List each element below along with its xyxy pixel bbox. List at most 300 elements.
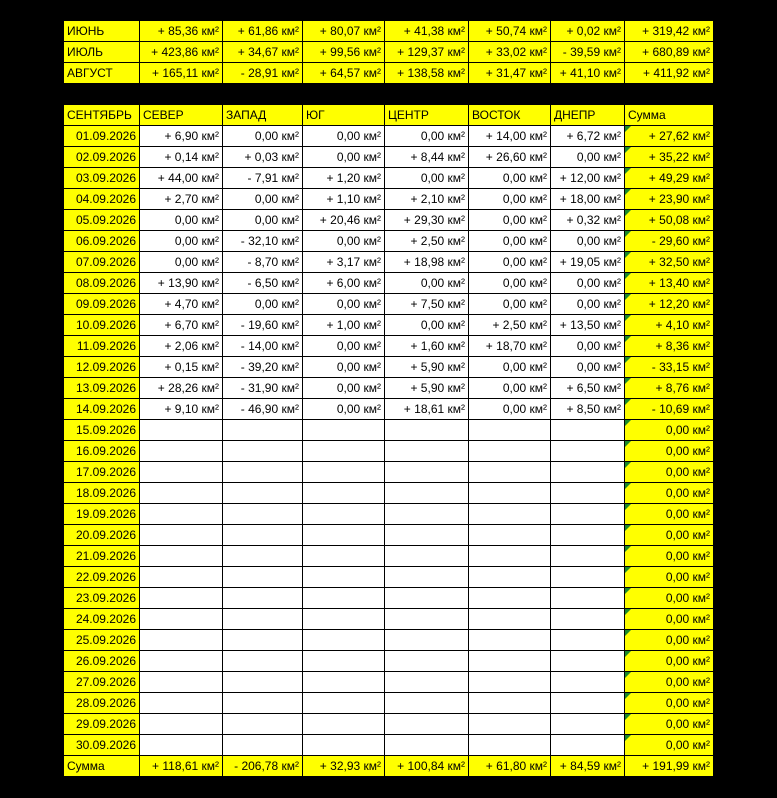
value-cell[interactable]: 0,00 км² xyxy=(469,189,551,210)
value-cell[interactable] xyxy=(303,504,385,525)
value-cell[interactable] xyxy=(385,483,469,504)
header-yug[interactable]: ЮГ xyxy=(303,105,385,126)
value-cell[interactable]: - 39,20 км² xyxy=(223,357,303,378)
summary-cell[interactable]: + 0,02 км² xyxy=(551,21,625,42)
value-cell[interactable] xyxy=(469,462,551,483)
value-cell[interactable]: 0,00 км² xyxy=(385,168,469,189)
value-cell[interactable] xyxy=(303,630,385,651)
value-cell[interactable] xyxy=(469,504,551,525)
summary-cell[interactable]: + 34,67 км² xyxy=(223,42,303,63)
value-cell[interactable]: + 6,50 км² xyxy=(551,378,625,399)
sum-cell[interactable]: - 10,69 км² xyxy=(625,399,714,420)
summary-cell[interactable]: + 80,07 км² xyxy=(303,21,385,42)
date-cell[interactable]: 06.09.2026 xyxy=(64,231,140,252)
value-cell[interactable]: 0,00 км² xyxy=(385,315,469,336)
day-row xyxy=(64,357,714,378)
value-cell[interactable]: 0,00 км² xyxy=(303,231,385,252)
date-cell[interactable]: 19.09.2026 xyxy=(64,504,140,525)
value-cell[interactable]: + 9,10 км² xyxy=(140,399,223,420)
summary-month-label[interactable]: ИЮНЬ xyxy=(64,21,140,42)
value-cell[interactable] xyxy=(551,525,625,546)
date-cell[interactable]: 16.09.2026 xyxy=(64,441,140,462)
total-row xyxy=(64,756,714,777)
date-cell[interactable]: 28.09.2026 xyxy=(64,693,140,714)
total-cell[interactable]: + 100,84 км² xyxy=(385,756,469,777)
date-cell[interactable]: 03.09.2026 xyxy=(64,168,140,189)
value-cell[interactable]: + 1,00 км² xyxy=(303,315,385,336)
date-cell[interactable]: 30.09.2026 xyxy=(64,735,140,756)
value-cell[interactable] xyxy=(303,441,385,462)
day-row xyxy=(64,693,714,714)
value-cell[interactable] xyxy=(303,693,385,714)
value-cell[interactable] xyxy=(551,693,625,714)
value-cell[interactable]: 0,00 км² xyxy=(551,231,625,252)
value-cell[interactable]: + 29,30 км² xyxy=(385,210,469,231)
value-cell[interactable]: 0,00 км² xyxy=(469,273,551,294)
value-cell[interactable] xyxy=(303,588,385,609)
value-cell[interactable]: + 2,70 км² xyxy=(140,189,223,210)
value-cell[interactable]: + 18,00 км² xyxy=(551,189,625,210)
value-cell[interactable] xyxy=(223,546,303,567)
value-cell[interactable] xyxy=(303,609,385,630)
sum-cell[interactable]: 0,00 км² xyxy=(625,588,714,609)
date-cell[interactable]: 08.09.2026 xyxy=(64,273,140,294)
day-row xyxy=(64,294,714,315)
summary-month-label[interactable]: АВГУСТ xyxy=(64,63,140,84)
summary-row xyxy=(64,42,714,63)
value-cell[interactable] xyxy=(303,672,385,693)
value-cell[interactable]: + 5,90 км² xyxy=(385,357,469,378)
value-cell[interactable]: + 0,15 км² xyxy=(140,357,223,378)
value-cell[interactable] xyxy=(469,525,551,546)
value-cell[interactable] xyxy=(385,672,469,693)
value-cell[interactable]: + 6,72 км² xyxy=(551,126,625,147)
value-cell[interactable]: 0,00 км² xyxy=(551,336,625,357)
summary-cell[interactable]: + 165,11 км² xyxy=(140,63,223,84)
sum-cell[interactable]: + 35,22 км² xyxy=(625,147,714,168)
sum-cell[interactable]: 0,00 км² xyxy=(625,567,714,588)
value-cell[interactable] xyxy=(223,651,303,672)
total-cell[interactable]: - 206,78 км² xyxy=(223,756,303,777)
value-cell[interactable]: - 8,70 км² xyxy=(223,252,303,273)
value-cell[interactable]: + 7,50 км² xyxy=(385,294,469,315)
day-row xyxy=(64,336,714,357)
value-cell[interactable] xyxy=(385,693,469,714)
value-cell[interactable]: 0,00 км² xyxy=(385,126,469,147)
value-cell[interactable]: - 19,60 км² xyxy=(223,315,303,336)
value-cell[interactable] xyxy=(223,567,303,588)
sum-cell[interactable]: 0,00 км² xyxy=(625,483,714,504)
value-cell[interactable]: + 1,60 км² xyxy=(385,336,469,357)
value-cell[interactable]: + 18,98 км² xyxy=(385,252,469,273)
day-row xyxy=(64,504,714,525)
value-cell[interactable]: 0,00 км² xyxy=(469,252,551,273)
value-cell[interactable]: + 6,00 км² xyxy=(303,273,385,294)
value-cell[interactable]: + 0,03 км² xyxy=(223,147,303,168)
value-cell[interactable] xyxy=(223,462,303,483)
value-cell[interactable]: + 8,44 км² xyxy=(385,147,469,168)
value-cell[interactable]: 0,00 км² xyxy=(223,210,303,231)
value-cell[interactable] xyxy=(385,714,469,735)
value-cell[interactable]: 0,00 км² xyxy=(140,231,223,252)
value-cell[interactable]: + 26,60 км² xyxy=(469,147,551,168)
value-cell[interactable] xyxy=(385,525,469,546)
date-cell[interactable]: 29.09.2026 xyxy=(64,714,140,735)
summary-cell[interactable]: + 50,74 км² xyxy=(469,21,551,42)
value-cell[interactable]: 0,00 км² xyxy=(303,294,385,315)
sum-cell[interactable]: - 33,15 км² xyxy=(625,357,714,378)
value-cell[interactable]: + 0,14 км² xyxy=(140,147,223,168)
value-cell[interactable]: + 13,50 км² xyxy=(551,315,625,336)
date-cell[interactable]: 26.09.2026 xyxy=(64,651,140,672)
value-cell[interactable] xyxy=(551,504,625,525)
value-cell[interactable] xyxy=(223,504,303,525)
value-cell[interactable] xyxy=(469,420,551,441)
value-cell[interactable] xyxy=(303,651,385,672)
value-cell[interactable] xyxy=(140,504,223,525)
sum-cell[interactable]: + 50,08 км² xyxy=(625,210,714,231)
value-cell[interactable] xyxy=(303,546,385,567)
summary-cell[interactable]: + 138,58 км² xyxy=(385,63,469,84)
summary-cell[interactable]: - 28,91 км² xyxy=(223,63,303,84)
value-cell[interactable] xyxy=(469,693,551,714)
value-cell[interactable]: 0,00 км² xyxy=(303,357,385,378)
date-cell[interactable]: 21.09.2026 xyxy=(64,546,140,567)
value-cell[interactable]: - 31,90 км² xyxy=(223,378,303,399)
sum-cell[interactable]: 0,00 км² xyxy=(625,693,714,714)
day-row xyxy=(64,147,714,168)
sum-cell[interactable]: + 13,40 км² xyxy=(625,273,714,294)
value-cell[interactable] xyxy=(551,651,625,672)
date-cell[interactable]: 18.09.2026 xyxy=(64,483,140,504)
value-cell[interactable]: + 14,00 км² xyxy=(469,126,551,147)
value-cell[interactable] xyxy=(551,609,625,630)
value-cell[interactable] xyxy=(140,441,223,462)
header-vostok[interactable]: ВОСТОК xyxy=(469,105,551,126)
value-cell[interactable] xyxy=(223,609,303,630)
value-cell[interactable]: + 13,90 км² xyxy=(140,273,223,294)
value-cell[interactable]: + 8,50 км² xyxy=(551,399,625,420)
value-cell[interactable] xyxy=(223,693,303,714)
value-cell[interactable]: 0,00 км² xyxy=(551,147,625,168)
date-cell[interactable]: 24.09.2026 xyxy=(64,609,140,630)
value-cell[interactable]: + 1,10 км² xyxy=(303,189,385,210)
value-cell[interactable] xyxy=(551,735,625,756)
value-cell[interactable]: 0,00 км² xyxy=(551,294,625,315)
value-cell[interactable] xyxy=(140,630,223,651)
value-cell[interactable] xyxy=(469,588,551,609)
date-cell[interactable]: 15.09.2026 xyxy=(64,420,140,441)
day-row xyxy=(64,315,714,336)
value-cell[interactable] xyxy=(385,462,469,483)
value-cell[interactable] xyxy=(303,735,385,756)
value-cell[interactable] xyxy=(223,483,303,504)
summary-cell[interactable]: + 41,10 км² xyxy=(551,63,625,84)
value-cell[interactable] xyxy=(551,672,625,693)
value-cell[interactable] xyxy=(223,735,303,756)
value-cell[interactable]: + 0,32 км² xyxy=(551,210,625,231)
value-cell[interactable]: + 2,10 км² xyxy=(385,189,469,210)
header-dnepr[interactable]: ДНЕПР xyxy=(551,105,625,126)
value-cell[interactable] xyxy=(469,483,551,504)
value-cell[interactable]: 0,00 км² xyxy=(140,252,223,273)
value-cell[interactable]: + 12,00 км² xyxy=(551,168,625,189)
total-cell[interactable]: + 61,80 км² xyxy=(469,756,551,777)
value-cell[interactable] xyxy=(469,630,551,651)
day-row xyxy=(64,252,714,273)
summary-month-label[interactable]: ИЮЛЬ xyxy=(64,42,140,63)
value-cell[interactable] xyxy=(303,420,385,441)
value-cell[interactable]: + 6,70 км² xyxy=(140,315,223,336)
summary-cell[interactable]: + 85,36 км² xyxy=(140,21,223,42)
date-cell[interactable]: 11.09.2026 xyxy=(64,336,140,357)
day-row xyxy=(64,168,714,189)
summary-cell[interactable]: + 129,37 км² xyxy=(385,42,469,63)
sum-cell[interactable]: 0,00 км² xyxy=(625,462,714,483)
value-cell[interactable] xyxy=(223,630,303,651)
value-cell[interactable] xyxy=(385,651,469,672)
day-row xyxy=(64,714,714,735)
value-cell[interactable] xyxy=(223,714,303,735)
value-cell[interactable] xyxy=(140,546,223,567)
date-cell[interactable]: 17.09.2026 xyxy=(64,462,140,483)
value-cell[interactable] xyxy=(223,672,303,693)
summary-cell[interactable]: + 423,86 км² xyxy=(140,42,223,63)
value-cell[interactable] xyxy=(385,546,469,567)
value-cell[interactable]: + 18,70 км² xyxy=(469,336,551,357)
value-cell[interactable]: - 14,00 км² xyxy=(223,336,303,357)
value-cell[interactable] xyxy=(551,441,625,462)
value-cell[interactable]: - 46,90 км² xyxy=(223,399,303,420)
date-cell[interactable]: 25.09.2026 xyxy=(64,630,140,651)
value-cell[interactable]: + 20,46 км² xyxy=(303,210,385,231)
value-cell[interactable]: 0,00 км² xyxy=(551,357,625,378)
sum-cell[interactable]: + 23,90 км² xyxy=(625,189,714,210)
value-cell[interactable] xyxy=(469,441,551,462)
sum-cell[interactable]: + 4,10 км² xyxy=(625,315,714,336)
date-cell[interactable]: 20.09.2026 xyxy=(64,525,140,546)
value-cell[interactable] xyxy=(140,567,223,588)
value-cell[interactable] xyxy=(469,567,551,588)
header-zapad[interactable]: ЗАПАД xyxy=(223,105,303,126)
value-cell[interactable] xyxy=(551,483,625,504)
day-row xyxy=(64,378,714,399)
summary-cell[interactable]: + 64,57 км² xyxy=(303,63,385,84)
date-cell[interactable]: 10.09.2026 xyxy=(64,315,140,336)
value-cell[interactable]: 0,00 км² xyxy=(303,147,385,168)
date-cell[interactable]: 12.09.2026 xyxy=(64,357,140,378)
value-cell[interactable]: + 2,50 км² xyxy=(469,315,551,336)
sum-cell[interactable]: - 29,60 км² xyxy=(625,231,714,252)
value-cell[interactable] xyxy=(140,483,223,504)
value-cell[interactable] xyxy=(469,714,551,735)
value-cell[interactable] xyxy=(223,525,303,546)
value-cell[interactable]: - 6,50 км² xyxy=(223,273,303,294)
sum-cell[interactable]: + 12,20 км² xyxy=(625,294,714,315)
value-cell[interactable]: 0,00 км² xyxy=(385,273,469,294)
value-cell[interactable]: 0,00 км² xyxy=(469,231,551,252)
total-cell[interactable]: + 118,61 км² xyxy=(140,756,223,777)
sum-cell[interactable]: 0,00 км² xyxy=(625,630,714,651)
value-cell[interactable]: + 18,61 км² xyxy=(385,399,469,420)
value-cell[interactable] xyxy=(140,609,223,630)
value-cell[interactable]: + 5,90 км² xyxy=(385,378,469,399)
header-month[interactable]: СЕНТЯБРЬ xyxy=(64,105,140,126)
date-cell[interactable]: 14.09.2026 xyxy=(64,399,140,420)
value-cell[interactable]: 0,00 км² xyxy=(303,336,385,357)
value-cell[interactable]: - 7,91 км² xyxy=(223,168,303,189)
date-cell[interactable]: 23.09.2026 xyxy=(64,588,140,609)
value-cell[interactable]: 0,00 км² xyxy=(469,294,551,315)
value-cell[interactable] xyxy=(469,651,551,672)
sum-cell[interactable]: + 8,76 км² xyxy=(625,378,714,399)
date-cell[interactable]: 27.09.2026 xyxy=(64,672,140,693)
total-cell[interactable]: + 84,59 км² xyxy=(551,756,625,777)
value-cell[interactable]: + 3,17 км² xyxy=(303,252,385,273)
sum-cell[interactable]: 0,00 км² xyxy=(625,420,714,441)
value-cell[interactable] xyxy=(303,462,385,483)
value-cell[interactable]: + 1,20 км² xyxy=(303,168,385,189)
value-cell[interactable] xyxy=(385,630,469,651)
total-cell[interactable]: + 32,93 км² xyxy=(303,756,385,777)
value-cell[interactable]: 0,00 км² xyxy=(223,294,303,315)
date-cell[interactable]: 09.09.2026 xyxy=(64,294,140,315)
value-cell[interactable] xyxy=(551,630,625,651)
value-cell[interactable] xyxy=(385,588,469,609)
value-cell[interactable]: + 2,06 км² xyxy=(140,336,223,357)
value-cell[interactable] xyxy=(140,672,223,693)
value-cell[interactable] xyxy=(223,441,303,462)
summary-cell[interactable]: + 31,47 км² xyxy=(469,63,551,84)
value-cell[interactable]: 0,00 км² xyxy=(303,126,385,147)
date-cell[interactable]: 01.09.2026 xyxy=(64,126,140,147)
header-sum[interactable]: Сумма xyxy=(625,105,714,126)
value-cell[interactable]: 0,00 км² xyxy=(303,399,385,420)
day-row xyxy=(64,483,714,504)
value-cell[interactable] xyxy=(140,693,223,714)
total-label[interactable]: Сумма xyxy=(64,756,140,777)
value-cell[interactable] xyxy=(551,462,625,483)
value-cell[interactable] xyxy=(223,420,303,441)
value-cell[interactable] xyxy=(140,714,223,735)
value-cell[interactable]: 0,00 км² xyxy=(469,399,551,420)
value-cell[interactable] xyxy=(385,609,469,630)
value-cell[interactable] xyxy=(140,651,223,672)
value-cell[interactable] xyxy=(385,735,469,756)
value-cell[interactable]: - 32,10 км² xyxy=(223,231,303,252)
sum-cell[interactable]: 0,00 км² xyxy=(625,672,714,693)
value-cell[interactable] xyxy=(469,546,551,567)
sum-cell[interactable]: 0,00 км² xyxy=(625,441,714,462)
day-row xyxy=(64,567,714,588)
value-cell[interactable]: 0,00 км² xyxy=(303,378,385,399)
value-cell[interactable] xyxy=(140,525,223,546)
value-cell[interactable] xyxy=(385,441,469,462)
summary-cell[interactable]: + 33,02 км² xyxy=(469,42,551,63)
value-cell[interactable] xyxy=(223,588,303,609)
value-cell[interactable] xyxy=(140,735,223,756)
value-cell[interactable] xyxy=(385,567,469,588)
value-cell[interactable]: 0,00 км² xyxy=(223,189,303,210)
summary-cell[interactable]: + 41,38 км² xyxy=(385,21,469,42)
value-cell[interactable]: + 44,00 км² xyxy=(140,168,223,189)
value-cell[interactable]: + 4,70 км² xyxy=(140,294,223,315)
sum-cell[interactable]: + 27,62 км² xyxy=(625,126,714,147)
value-cell[interactable] xyxy=(551,420,625,441)
value-cell[interactable] xyxy=(303,714,385,735)
sum-cell[interactable]: 0,00 км² xyxy=(625,735,714,756)
value-cell[interactable] xyxy=(551,567,625,588)
value-cell[interactable] xyxy=(303,567,385,588)
header-sever[interactable]: СЕВЕР xyxy=(140,105,223,126)
value-cell[interactable] xyxy=(385,504,469,525)
day-row xyxy=(64,126,714,147)
sum-cell[interactable]: + 32,50 км² xyxy=(625,252,714,273)
sum-cell[interactable]: 0,00 км² xyxy=(625,714,714,735)
value-cell[interactable] xyxy=(140,588,223,609)
summary-cell[interactable]: + 61,86 км² xyxy=(223,21,303,42)
value-cell[interactable] xyxy=(469,735,551,756)
date-cell[interactable]: 04.09.2026 xyxy=(64,189,140,210)
value-cell[interactable]: 0,00 км² xyxy=(551,273,625,294)
value-cell[interactable] xyxy=(140,420,223,441)
value-cell[interactable]: 0,00 км² xyxy=(140,210,223,231)
value-cell[interactable] xyxy=(469,672,551,693)
sum-cell[interactable]: + 8,36 км² xyxy=(625,336,714,357)
value-cell[interactable] xyxy=(385,420,469,441)
value-cell[interactable]: + 28,26 км² xyxy=(140,378,223,399)
day-row xyxy=(64,525,714,546)
sum-cell[interactable]: 0,00 км² xyxy=(625,546,714,567)
value-cell[interactable]: 0,00 км² xyxy=(469,378,551,399)
value-cell[interactable]: 0,00 км² xyxy=(223,126,303,147)
day-row xyxy=(64,420,714,441)
value-cell[interactable] xyxy=(303,483,385,504)
total-grand-cell[interactable]: + 191,99 км² xyxy=(625,756,714,777)
date-cell[interactable]: 07.09.2026 xyxy=(64,252,140,273)
summary-cell[interactable]: + 99,56 км² xyxy=(303,42,385,63)
date-cell[interactable]: 13.09.2026 xyxy=(64,378,140,399)
value-cell[interactable]: + 2,50 км² xyxy=(385,231,469,252)
value-cell[interactable] xyxy=(551,588,625,609)
sum-cell[interactable]: + 49,29 км² xyxy=(625,168,714,189)
value-cell[interactable]: + 6,90 км² xyxy=(140,126,223,147)
value-cell[interactable] xyxy=(551,546,625,567)
sum-cell[interactable]: 0,00 км² xyxy=(625,609,714,630)
sum-cell[interactable]: 0,00 км² xyxy=(625,651,714,672)
header-centr[interactable]: ЦЕНТР xyxy=(385,105,469,126)
sum-cell[interactable]: 0,00 км² xyxy=(625,504,714,525)
value-cell[interactable]: + 19,05 км² xyxy=(551,252,625,273)
value-cell[interactable] xyxy=(469,609,551,630)
value-cell[interactable]: 0,00 км² xyxy=(469,357,551,378)
date-cell[interactable]: 22.09.2026 xyxy=(64,567,140,588)
sum-cell[interactable]: 0,00 км² xyxy=(625,525,714,546)
date-cell[interactable]: 05.09.2026 xyxy=(64,210,140,231)
day-row xyxy=(64,399,714,420)
date-cell[interactable]: 02.09.2026 xyxy=(64,147,140,168)
summary-total-cell[interactable]: + 319,42 км² xyxy=(625,21,714,42)
summary-cell[interactable]: - 39,59 км² xyxy=(551,42,625,63)
value-cell[interactable] xyxy=(303,525,385,546)
summary-total-cell[interactable]: + 411,92 км² xyxy=(625,63,714,84)
value-cell[interactable] xyxy=(140,462,223,483)
value-cell[interactable]: 0,00 км² xyxy=(469,210,551,231)
day-row xyxy=(64,651,714,672)
summary-total-cell[interactable]: + 680,89 км² xyxy=(625,42,714,63)
value-cell[interactable] xyxy=(551,714,625,735)
value-cell[interactable]: 0,00 км² xyxy=(469,168,551,189)
